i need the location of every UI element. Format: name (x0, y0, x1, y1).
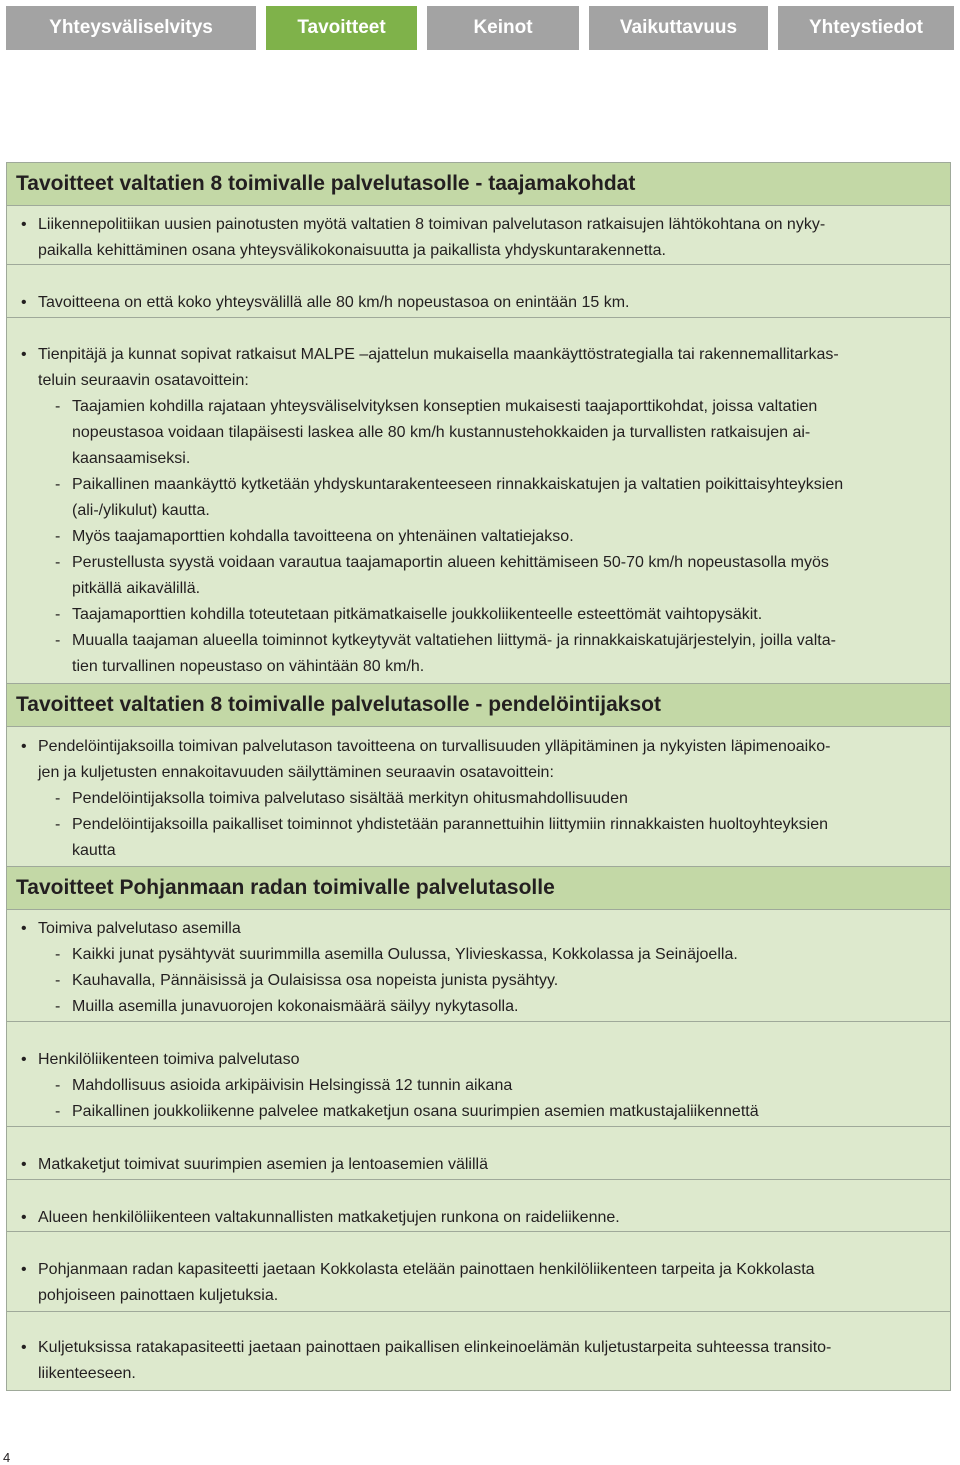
bullet-icon: • (21, 346, 27, 363)
divider (7, 1231, 950, 1232)
goals-panel (6, 162, 951, 1391)
list-item: • Matkaketjut toimivat suurimpien asemien ja lentoasemien välillä (38, 1152, 938, 1178)
sub-item: - Paikallinen maankäyttö kytketään yhdyskuntarakenteeseen rinnakkaiskatujen ja valtatien poikittaisyhteyksien (ali-/ylikulut) kautta. (55, 476, 844, 519)
list-item: • Pendelöintijaksoilla toimivan palvelutason tavoitteena on turvallisuuden ylläpitäminen ja nykyisten läpimenoaiko- jen ja kuljetusten ennakoitavuuden säilyttäminen seuraavin osatavoittein: (38, 734, 938, 786)
sub-item: - Kauhavalla, Pännäisissä ja Oulaisissa osa nopeista junista pysähtyy. (55, 972, 559, 989)
divider (7, 264, 950, 265)
list-item: • Alueen henkilöliikenteen valtakunnallisten matkaketjujen runkona on raideliikenne. (38, 1205, 938, 1231)
sub-item: - Pendelöintijaksolla toimiva palvelutaso sisältää merkityn ohitusmahdollisuuden (55, 790, 628, 807)
tab-vaikuttavuus[interactable]: Vaikuttavuus (589, 6, 768, 50)
bullet-icon: • (21, 920, 27, 937)
sub-item: - Mahdollisuus asioida arkipäivisin Helsingissä 12 tunnin aikana (55, 1077, 513, 1094)
sub-item: - Kaikki junat pysähtyvät suurimmilla asemilla Oulussa, Ylivieskassa, Kokkolassa ja Seinäjoella. (55, 946, 738, 963)
bullet-icon: • (21, 738, 27, 755)
divider (7, 1179, 950, 1180)
list-item: • Kuljetuksissa ratakapasiteetti jaetaan painottaen paikallisen elinkeinoelämän kuljetustarpeita suhteessa transito- liikenteeseen. (38, 1335, 938, 1387)
section-heading-taajamakohdat: Tavoitteet valtatien 8 toimivalle palvelutasolle - taajamakohdat (7, 163, 950, 206)
sub-item: - Paikallinen joukkoliikenne palvelee matkaketjun osana suurimpien asemien matkustajaliikennettä (55, 1103, 759, 1120)
list-item: • Henkilöliikenteen toimiva palvelutaso (38, 1047, 938, 1073)
divider (7, 317, 950, 318)
tab-yhteystiedot[interactable]: Yhteystiedot (778, 6, 954, 50)
divider (7, 1021, 950, 1022)
page-number: 4 (3, 1450, 11, 1465)
top-nav (6, 6, 954, 50)
sub-item: - Muualla taajaman alueella toiminnot kytkeytyvät valtatiehen liittymä- ja rinnakkaiskatujärjestelyin, joilla valta- tien turvallinen nopeustaso on vähintään 80 km/h. (55, 632, 836, 675)
sub-item: - Myös taajamaporttien kohdalla tavoitteena on yhtenäinen valtatiejakso. (55, 528, 574, 545)
divider (7, 1126, 950, 1127)
divider (7, 1311, 950, 1312)
bullet-icon: • (21, 1051, 27, 1068)
sub-item: - Perustellusta syystä voidaan varautua taajamaportin alueen kehittämiseen 50-70 km/h nopeustasolla myös pitkällä aikavälillä. (55, 554, 829, 597)
section-heading-pendelointijaksot: Tavoitteet valtatien 8 toimivalle palvelutasolle - pendelöintijaksot (7, 683, 950, 727)
bullet-icon: • (21, 1156, 27, 1173)
bullet-icon: • (21, 216, 27, 233)
section-heading-pohjanmaan-rata: Tavoitteet Pohjanmaan radan toimivalle palvelutasolle (7, 866, 950, 910)
sub-item: - Muilla asemilla junavuorojen kokonaismäärä säilyy nykytasolla. (55, 998, 519, 1015)
list-item: • Tienpitäjä ja kunnat sopivat ratkaisut MALPE –ajattelun mukaisella maankäyttöstrategialla tai rakennemallitarkas- teluin seuraavin osatavoittein: (38, 342, 938, 394)
list-item: • Liikennepolitiikan uusien painotusten myötä valtatien 8 toimivan palvelutason ratkaisujen lähtökohtana on nyky- paikalla kehittäminen osana yhteysvälikokonaisuutta ja paikallista yhdyskuntarakennetta. (38, 212, 938, 264)
list-item: • Pohjanmaan radan kapasiteetti jaetaan Kokkolasta etelään painottaen henkilöliikenteen tarpeita ja Kokkolasta pohjoiseen painottaen kuljetuksia. (38, 1257, 938, 1309)
tab-keinot[interactable]: Keinot (427, 6, 579, 50)
bullet-icon: • (21, 1261, 27, 1278)
list-item: • Tavoitteena on että koko yhteysvälillä alle 80 km/h nopeustasoa on enintään 15 km. (38, 290, 938, 316)
sub-item: - Taajamien kohdilla rajataan yhteysväliselvityksen konseptien mukaisesti taajaporttikohdat, joissa valtatien nopeustasoa voidaan tilapäisesti laskea alle 80 km/h kustannustehokkaiden ja turvallisten ratkaisujen ai- kaansaamiseksi. (55, 398, 818, 467)
bullet-icon: • (21, 294, 27, 311)
bullet-icon: • (21, 1339, 27, 1356)
sub-item: - Taajamaporttien kohdilla toteutetaan pitkämatkaiselle joukkoliikenteelle esteettömät vaihtopysäkit. (55, 606, 763, 623)
bullet-icon: • (21, 1209, 27, 1226)
tab-tavoitteet[interactable]: Tavoitteet (266, 6, 417, 50)
sub-item: - Pendelöintijaksoilla paikalliset toiminnot yhdistetään parannettuihin liittymiin rinnakkaisten huoltoyhteyksien kautta (55, 816, 828, 859)
tab-yhteysvaliselvitys[interactable]: Yhteysväliselvitys (6, 6, 256, 50)
list-item: • Toimiva palvelutaso asemilla (38, 916, 938, 942)
